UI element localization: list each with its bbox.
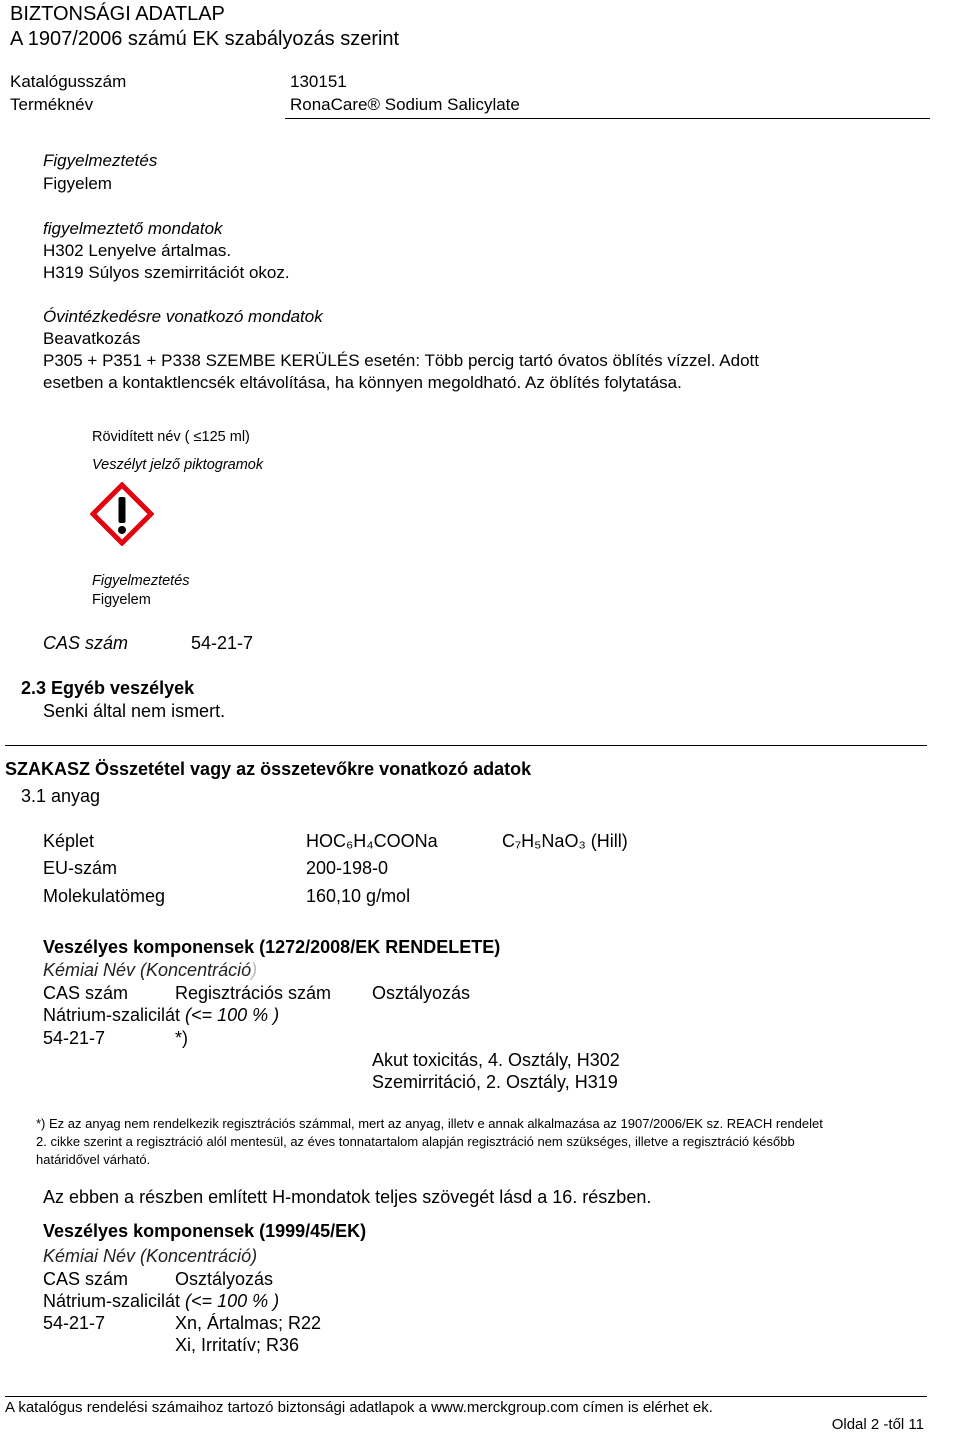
other-hazards-text: Senki által nem ismert. — [43, 701, 226, 721]
section-divider — [5, 745, 927, 746]
footnote-line: 2. cikke szerint a regisztráció alól mentesül, az éves tonnatartalom alapján regisztráció nem szükséges, illetve a regisztráció később — [36, 1134, 795, 1149]
formula-label: Képlet — [43, 831, 95, 851]
dsd-component-name-row — [43, 1291, 279, 1313]
product-label: Terméknév — [10, 95, 94, 114]
short-label-title — [92, 429, 250, 446]
ec-number-label: EU-szám — [43, 858, 118, 878]
precautionary-statement-line: P305 + P351 + P338 SZEMBE KERÜLÉS esetén: Több percig tartó óvatos öblítés vízzel. Adott — [43, 351, 759, 370]
footer-divider — [5, 1396, 927, 1397]
short-label-signal-heading: Figyelmeztetés — [92, 573, 190, 589]
component-name-row — [43, 1005, 279, 1027]
section3-subheading: 3.1 anyag — [21, 786, 101, 806]
less-equal-sign: ≤ — [193, 429, 202, 445]
formula-value: HOC₆H₄COONa — [306, 831, 438, 851]
pictogram-heading: Veszélyt jelző piktogramok — [92, 457, 264, 473]
footnote-line: határidővel várható. — [36, 1152, 151, 1167]
dsd-classification-line: Xn, Ártalmas; R22 — [175, 1313, 322, 1333]
product-name: RonaCare® Sodium Salicylate — [290, 95, 520, 114]
chemical-name-heading — [43, 960, 257, 982]
precautionary-heading: Óvintézkedésre vonatkozó mondatok — [43, 307, 323, 326]
document-title: BIZTONSÁGI ADATLAP — [10, 3, 225, 25]
chemical-name-heading-paren: ) — [251, 960, 258, 980]
page-number: Oldal 2 -től 11 — [831, 1416, 924, 1433]
cas-number: 54-21-7 — [191, 633, 254, 653]
section3-heading: SZAKASZ Összetétel vagy az összetevőkre vonatkozó adatok — [5, 759, 532, 779]
hazard-statements-heading: figyelmeztető mondatok — [43, 219, 223, 238]
component-name: Nátrium-szalicilát — [43, 1005, 181, 1025]
short-label-title-prefix: Rövidített név ( — [92, 429, 190, 445]
dsd-component-name: Nátrium-szalicilát — [43, 1291, 181, 1311]
dsd-component-cas: 54-21-7 — [43, 1313, 106, 1333]
component-registration: *) — [175, 1028, 188, 1048]
exclamation-mark-diamond-icon — [90, 482, 154, 546]
ec-number: 200-198-0 — [306, 858, 389, 878]
dsd-classification-line: Xi, Irritatív; R36 — [175, 1335, 300, 1355]
column-header-classification: Osztályozás — [372, 983, 471, 1003]
column-header-cas: CAS szám — [43, 983, 129, 1003]
catalog-label: Katalógusszám — [10, 72, 127, 91]
regulation-title: A 1907/2006 számú EK szabályozás szerint — [10, 28, 400, 50]
component-cas: 54-21-7 — [43, 1028, 106, 1048]
molar-mass-label: Molekulatömeg — [43, 886, 166, 906]
hazard-statement-h319: H319 Súlyos szemirritációt okoz. — [43, 263, 290, 282]
clp-components-heading: Veszélyes komponensek (1272/2008/EK RENDELETE) — [43, 937, 501, 957]
footnote-line: *) Ez az anyag nem rendelkezik regisztrációs számmal, mert az anyag, illetv e annak alkalmazása az 1907/2006/EK sz. REACH rendelet — [36, 1116, 823, 1131]
dsd-column-header-classification: Osztályozás — [175, 1269, 274, 1289]
footer-text: A katalógus rendelési számaihoz tartozó biztonsági adatlapok a www.merckgroup.com címen is elérhet ek. — [5, 1399, 713, 1416]
classification-line: Szemirritáció, 2. Osztály, H319 — [372, 1072, 618, 1092]
molar-mass: 160,10 g/mol — [306, 886, 411, 906]
classification-line: Akut toxicitás, 4. Osztály, H302 — [372, 1050, 620, 1070]
hill-formula: C₇H₅NaO₃ (Hill) — [502, 831, 628, 851]
dsd-component-concentration: (<= 100 % ) — [185, 1291, 280, 1311]
column-header-registration: Regisztrációs szám — [175, 983, 332, 1003]
short-label-signal-word: Figyelem — [92, 592, 151, 608]
other-hazards-heading: 2.3 Egyéb veszélyek — [21, 678, 195, 698]
cas-label: CAS szám — [43, 633, 129, 653]
hazard-statement-h302: H302 Lenyelve ártalmas. — [43, 241, 232, 260]
catalog-number: 130151 — [290, 72, 347, 91]
signal-word: Figyelem — [43, 174, 112, 193]
dsd-components-heading: Veszélyes komponensek (1999/45/EK) — [43, 1221, 367, 1241]
header-divider — [285, 118, 930, 119]
dsd-chemical-name-heading: Kémiai Név (Koncentráció) — [43, 1246, 258, 1266]
short-label-title-suffix: 125 ml) — [201, 429, 250, 445]
dsd-column-header-cas: CAS szám — [43, 1269, 129, 1289]
h-statements-reference: Az ebben a részben említett H-mondatok teljes szövegét lásd a 16. részben. — [43, 1187, 652, 1207]
component-concentration: (<= 100 % ) — [185, 1005, 280, 1025]
precautionary-subheading: Beavatkozás — [43, 329, 141, 348]
chemical-name-heading-text: Kémiai Név (Koncentráció — [43, 960, 252, 980]
signal-word-heading: Figyelmeztetés — [43, 151, 158, 170]
precautionary-statement-line: esetben a kontaktlencsék eltávolítása, ha könnyen megoldható. Az öblítés folytatása. — [43, 373, 682, 392]
